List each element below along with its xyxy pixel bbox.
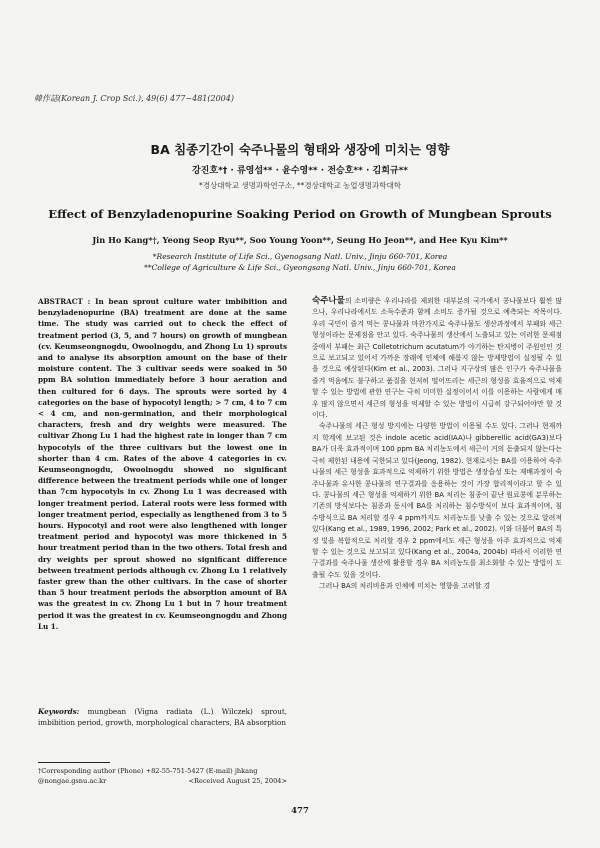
footnote-email: @nongae.gsnu.ac.kr xyxy=(38,776,107,785)
title-korean: BA 침종기간이 숙주나물의 형태와 생장에 미치는 영향 xyxy=(150,142,450,157)
received-date: <Received August 25, 2004> xyxy=(188,776,287,785)
paragraph: 그러나 BA의 처리비용과 인체에 미치는 영향을 고려할 경 xyxy=(319,582,491,591)
abstract-heading: ABSTRACT : xyxy=(38,297,91,306)
title-english: Effect of Benzyladenopurine Soaking Period on Growth of Mungbean Sprouts xyxy=(48,207,552,221)
footnote-line: †Corresponding author (Phone) +82-55-751-5427 (E-mail) jhkang xyxy=(38,767,258,775)
affiliation-korean: *경상대학교 생명과학연구소, **경상대학교 농업생명과학대학 xyxy=(199,181,401,190)
keywords xyxy=(38,706,287,728)
paragraph: 숙주나물의 세근 형성 방지에는 다양한 방법이 이용될 수도 있다. 그러나 현재까지 학계에 보고된 것은 indole acetic acid(IAA)나 gibberellic acid(GA3)보다 BA가 더욱 효과적이며 100 ppm BA 처리농도에서 세근이 거의 돋출되지 않는다는 극히 제한된 내용에 국한되고 있다(Jeong, 1982). 현재로서는 BA를 이용하여 숙주나물의 세근 형성을 효과적으로 억제하기 위한 방법은 생장습성 또는 재배과정이 숙주나물과 유사한 콩나물의 연구결과를 응용하는 것이 가장 합리적이라고 할 수 있다. 콩나물의 세근 형성을 억제하기 위한 BA 처리는 침종이 끝난 원료콩에 분무하는 기존의 방식보다는 침종과 동시에 BA를 처리하는 침수방식이 보다 효과적이며, 침수방식으로 BA 처리할 경우 4 ppm까지도 처리농도를 낮출 수 있는 것으로 알려져 있다(Kang et al., 1989, 1996, 2002; Park et al., 2002). 이와 더불어 BA의 특정 빛을 복합적으로 처리할 경우 2 ppm에서도 세근 형성을 아주 효과적으로 억제할 수 있는 것으로 보고되고 있다(Kang et al., 2004a, 2004b) 따라서 이러한 연구결과를 숙주나물 생산에 활용할 경우 BA 처리농도를 최소화할 수 있는 방법이 도출될 수도 있을 것이다. xyxy=(312,422,562,579)
abstract-text: In bean sprout culture water imbibition and benzyladenopurine (BA) treatment are done at the same time. The study was carried out to check the effect of treatment period (3, 5, and 7 hours) on growth of mungbean (cv. Keumseongnogdu, Owoolnogdu, and Zhong Lu 1) sprouts and to analyse its absorption amount on the base of their moisture content. The 3 cultivar seeds were soaked in 50 ppm BA solution immediately before 3 hour aeration and then cultured for 6 days. The sprouts were sorted by 4 categories on the base of hypocotyl length; > 7 cm, 4 to 7 cm < 4 cm, and non-germination, and their morphological characters, fresh and dry weights were measured. The cultivar Zhong Lu 1 had the highest rate in longer than 7 cm hypocotyls of the three cultivars but the lowest one in shorter than 4 cm. Rates of the above 4 categories in cv. Keumseongnogdu, Owoolnogdu showed no significant difference between the treatment periods while one of longer than 7cm hypocotyls in cv. Zhong Lu 1 was decreased with longer treatment period. Lateral roots were less formed with longer treatment period, especially as lengthened from 3 to 5 hours. Hypocotyl and root were also lengthened with longer treatment period and hypocotyl was more thickened in 5 hour treatment period than in the two others. Total fresh and dry weights per sprout showed no significant difference between treatment periods although cv. Zhong Lu 1 relatively faster grew than the other cultivars. In the case of shorter than 5 hour treatment periods the absorption amount of BA was the greatest in cv. Zhong Lu 1 but in 7 hour treatment period it was the greatest in cv. Keumseongnogdu and Zhong Lu 1. xyxy=(38,297,287,631)
affiliation-english xyxy=(0,251,600,273)
page-number: 477 xyxy=(291,806,309,816)
journal-citation: 韓作誌(Korean J. Crop Sci.), 49(6) 477~481(2004) xyxy=(34,94,234,103)
keywords-heading: Keywords: xyxy=(38,707,80,716)
footnote-rule xyxy=(38,762,110,763)
footnote xyxy=(38,767,287,786)
lead-word: 숙주나물 xyxy=(312,296,345,306)
paragraph xyxy=(312,296,562,421)
affiliation-line: **College of Agriculture & Life Sci., Gyeongsang Natl. Univ., Jinju 660-701, Korea xyxy=(144,263,456,272)
authors-english: Jin Ho Kang*†, Yeong Seop Ryu**, Soo Young Yoon**, Seung Ho Jeon**, and Hee Kyu Kim** xyxy=(92,235,508,245)
affiliation-line: *Research Institute of Life Sci., Gyenogsang Natl. Univ., Jinju 660-701, Korea xyxy=(152,252,448,261)
abstract xyxy=(38,296,287,632)
keywords-text: mungbean (Vigna radiata (L.) Wilczek) sprout, imbibition period, growth, morphological characters, BA absorption xyxy=(38,707,287,728)
authors-korean: 강진호*† · 류영섭** · 윤수영** · 전승호** · 김희규** xyxy=(191,166,408,176)
paragraph-text: 의 소비량은 우리나라를 제외한 대부분의 국가에서 콩나물보다 훨씬 많으나, 우리나라에서도 소득수준과 함께 소비도 증가될 것으로 예측되는 작목이다. 우리 국민이 즐겨 먹는 콩나물과 마찬가지로 숙주나물도 생산과정에서 부패와 세근 형성이라는 문제점을 안고 있다. 숙주나물의 생산에서 노출되고 있는 이러한 문제점중에서 부패는 최근 Colletotrichum acutatum가 야기하는 탄저병이 주원인인 것으로 보고되고 있어서 가까운 장래에 인체에 해롭지 않는 방제방법이 실정될 수 있을 것으로 예상된다(Kim et al., 2003). 그러나 지구상의 많은 인구가 숙주나물을 즐겨 먹음에도 불구하고 품질을 현저히 떨어뜨리는 세근의 형성을 효율적으로 억제할 수 있는 방법에 관한 연구는 극히 미미한 실정이어서 이를 이용하는 사람에게 매우 많지 않으면서 세근의 형성을 억제할 수 있는 방법이 시급히 강구되어야만 할 것이다. xyxy=(312,297,562,420)
body-text xyxy=(312,296,562,593)
